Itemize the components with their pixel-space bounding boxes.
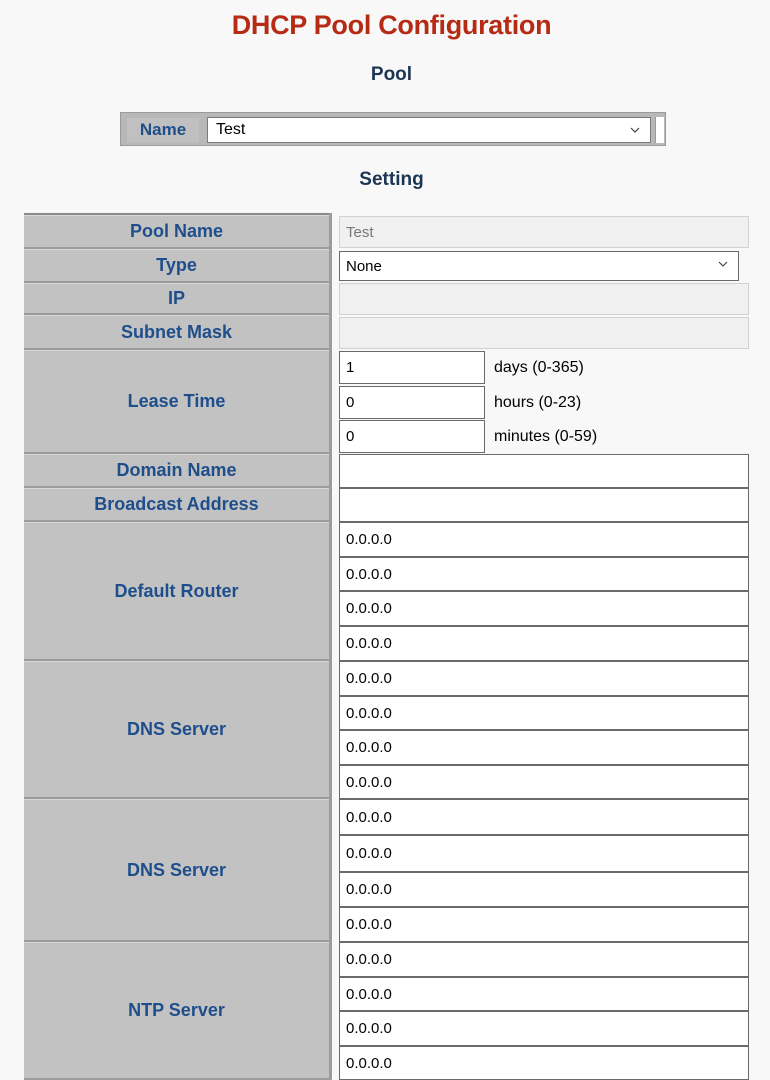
type-select-value: None (346, 257, 382, 275)
ntp-server-label (24, 942, 329, 1080)
pool-name-select-value: Test (216, 121, 246, 138)
dns-server-input[interactable] (339, 661, 749, 696)
default-router-label-text: Default Router (114, 580, 239, 601)
dns-server-input[interactable] (339, 765, 749, 799)
chevron-down-icon (718, 259, 728, 269)
dns-server-value: 0.0.0.0 (346, 704, 392, 722)
pool-name-field[interactable] (339, 216, 749, 248)
dns-server-2-input[interactable] (339, 799, 749, 835)
ntp-server-input[interactable] (339, 977, 749, 1011)
type-select[interactable] (339, 251, 739, 281)
subnet-mask-label-text: Subnet Mask (120, 321, 233, 342)
default-router-input[interactable] (339, 591, 749, 626)
dns-server-2-value: 0.0.0.0 (346, 845, 392, 862)
ntp-server-value: 0.0.0.0 (346, 1054, 392, 1072)
dns-server-label (24, 661, 329, 799)
pool-selector (120, 112, 666, 146)
ip-label (24, 283, 329, 315)
ntp-server-value: 0.0.0.0 (346, 1020, 392, 1037)
page-title: DHCP Pool Configuration (231, 10, 552, 40)
ntp-server-value: 0.0.0.0 (346, 985, 392, 1003)
lease-days-unit: days (0-365) (494, 359, 584, 376)
ntp-server-value: 0.0.0.0 (346, 951, 392, 968)
dns-server-2-input[interactable] (339, 872, 749, 907)
domain-name-input[interactable] (339, 454, 749, 488)
pool-name-label-text: Pool Name (129, 221, 224, 241)
default-router-value: 0.0.0.0 (346, 565, 392, 583)
lease-days-value: 1 (346, 359, 355, 376)
dns-server-2-value: 0.0.0.0 (346, 916, 392, 933)
dns-server-input[interactable] (339, 696, 749, 730)
type-label (24, 249, 329, 283)
dns-server-2-label (24, 799, 329, 942)
lease-hours-unit: hours (0-23) (494, 394, 582, 411)
lease-minutes-unit: minutes (0-59) (494, 428, 598, 445)
dns-server-value: 0.0.0.0 (346, 773, 392, 791)
ntp-server-label-text: NTP Server (128, 1000, 225, 1020)
dns-server-label-text: DNS Server (126, 719, 227, 739)
ntp-server-input[interactable] (339, 1011, 749, 1046)
broadcast-address-label-text: Broadcast Address (94, 494, 259, 514)
default-router-input[interactable] (339, 557, 749, 591)
pool-heading: Pool (370, 64, 413, 85)
pool-name-field-value: Test (346, 223, 374, 241)
ip-label-text: IP (167, 288, 185, 308)
domain-name-label-text: Domain Name (116, 460, 237, 480)
dns-server-input[interactable] (339, 730, 749, 765)
subnet-mask-label (24, 315, 329, 350)
broadcast-address-input[interactable] (339, 488, 749, 522)
pool-name-label: Name (127, 118, 199, 142)
default-router-label (24, 522, 329, 661)
broadcast-address-label (24, 488, 329, 522)
subnet-mask-field[interactable] (339, 317, 749, 349)
lease-minutes-value: 0 (346, 428, 355, 445)
dns-server-2-label-text: DNS Server (126, 859, 227, 880)
ntp-server-input[interactable] (339, 1046, 749, 1080)
default-router-value: 0.0.0.0 (346, 600, 392, 617)
dns-server-2-value: 0.0.0.0 (346, 808, 392, 826)
default-router-input[interactable] (339, 522, 749, 557)
lease-minutes-input[interactable] (339, 420, 485, 453)
lease-time-label-text: Lease Time (127, 391, 226, 411)
lease-days-input[interactable] (339, 351, 485, 384)
ip-field[interactable] (339, 283, 749, 315)
default-router-input[interactable] (339, 626, 749, 661)
domain-name-label (24, 454, 329, 488)
lease-hours-input[interactable] (339, 386, 485, 419)
dns-server-2-value: 0.0.0.0 (346, 881, 392, 898)
pool-name-label (24, 215, 329, 249)
dns-server-2-input[interactable] (339, 835, 749, 872)
chevron-down-icon (630, 125, 640, 135)
lease-hours-value: 0 (346, 394, 355, 411)
default-router-value: 0.0.0.0 (346, 635, 392, 652)
ntp-server-input[interactable] (339, 942, 749, 977)
dns-server-value: 0.0.0.0 (346, 739, 392, 756)
dns-server-value: 0.0.0.0 (346, 670, 392, 687)
default-router-value: 0.0.0.0 (346, 531, 392, 548)
setting-heading: Setting (359, 169, 424, 190)
pool-name-select[interactable] (207, 117, 651, 143)
dns-server-2-input[interactable] (339, 907, 749, 942)
type-label-text: Type (156, 255, 197, 275)
lease-time-label (24, 350, 329, 454)
pool-selector-edge (655, 117, 664, 143)
